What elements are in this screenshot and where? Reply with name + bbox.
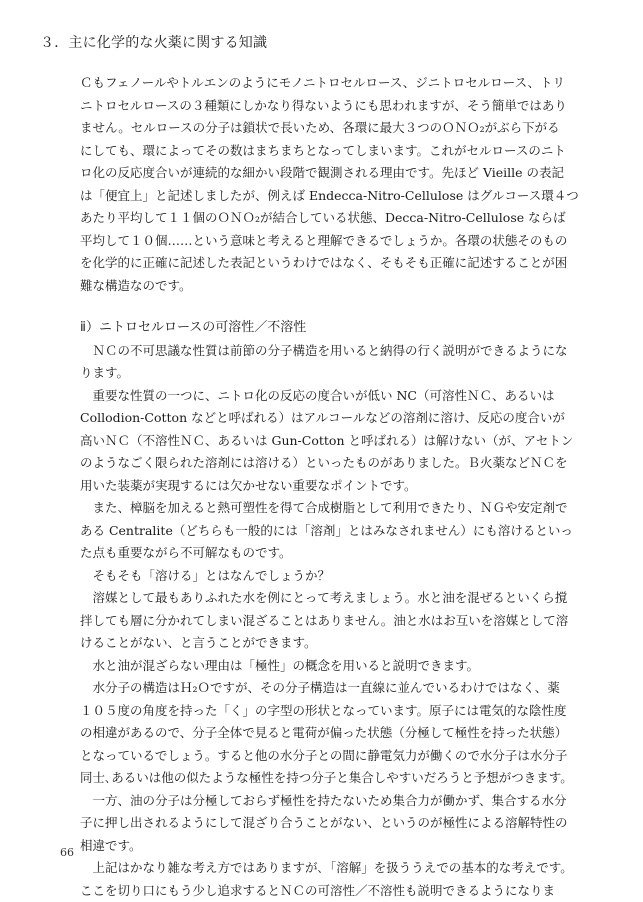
paragraph-line: 平均して１０個……という意味と考えると理解できるでしょうか。各環の状態そのもの xyxy=(80,230,560,253)
paragraph xyxy=(80,385,560,498)
paragraph xyxy=(80,587,560,655)
paragraph-line: 水分子の構造はＨ₂Ｏですが、その分子構造は一直線に並んでいるわけではなく、薬 xyxy=(80,677,560,700)
paragraph-line: ある Centralite（どちらも一般的には「溶剤」とはみなされません）にも溶けるといっ xyxy=(80,520,560,543)
paragraph-line: 一方、油の分子は分極しておらず極性を持たないため集合力が働かず、集合する水分 xyxy=(80,790,560,813)
paragraph-line: 上記はかなり雑な考え方ではありますが､「溶解」を扱ううえでの基本的な考えです。 xyxy=(80,857,560,880)
paragraph-line: ります。 xyxy=(80,362,560,385)
paragraph-line: そもそも「溶ける」とはなんでしょうか？ xyxy=(80,565,560,588)
paragraph-line: た点も重要ながら不可解なものです。 xyxy=(80,542,560,565)
paragraph-line: ニトロセルロースの３種類にしかなり得ないようにも思われますが、そう簡単ではあり xyxy=(80,95,560,118)
paragraph xyxy=(80,655,560,678)
paragraph-line: あたり平均して１１個のＯＮＯ₂が結合している状態、Decca-Nitro-Cellulose ならば xyxy=(80,207,560,230)
body-text xyxy=(80,72,560,902)
subsection-heading: ⅱ）ニトロセルロースの可溶性／不溶性 xyxy=(80,317,560,340)
paragraph-line: を化学的に正確に記述した表記というわけではなく、そもそも正確に記述することが困 xyxy=(80,252,560,275)
paragraph-line: は「便宜上」と記述しましたが、例えば Endecca-Nitro-Cellulose はグルコース環４つ xyxy=(80,185,560,208)
intro-paragraph xyxy=(80,72,560,297)
paragraph xyxy=(80,340,560,385)
paragraph-line: ません。セルロースの分子は鎖状で長いため、各環に最大３つのＯＮＯ₂がぶら下がる xyxy=(80,117,560,140)
section-spacer xyxy=(80,297,560,317)
paragraph-line: ロ化の反応度合いが連続的な細かい段階で観測される理由です。先ほど Vieille の表記 xyxy=(80,162,560,185)
paragraph xyxy=(80,857,560,902)
paragraph-line: 相違です。 xyxy=(80,835,560,858)
paragraph-line: となっているでしょう。すると他の水分子との間に静電気力が働くので水分子は水分子 xyxy=(80,745,560,768)
paragraph xyxy=(80,790,560,858)
paragraph-line: Ｃもフェノールやトルエンのようにモノニトロセルロース、ジニトロセルロース、トリ xyxy=(80,72,560,95)
paragraph-line: 拌しても層に分かれてしまい混ざることはありません。油と水はお互いを溶媒として溶 xyxy=(80,610,560,633)
page-number: 66 xyxy=(60,846,74,859)
section-header-title: ３．主に化学的な火薬に関する知識 xyxy=(40,32,267,52)
paragraph-line: Collodion-Cotton などと呼ばれる）はアルコールなどの溶剤に溶け、反応の度合いが xyxy=(80,407,560,430)
paragraph-line: 同士､あるいは他の似たような極性を持つ分子と集合しやすいだろうと予想がつきます。 xyxy=(80,767,560,790)
paragraph-line: 高いＮＣ（不溶性ＮＣ、あるいは Gun-Cotton と呼ばれる）は解けない（が、アセトン xyxy=(80,430,560,453)
paragraph-line: けることがない、と言うことができます。 xyxy=(80,632,560,655)
paragraph-line: の相違があるので、分子全体で見ると電荷が偏った状態（分極して極性を持った状態） xyxy=(80,722,560,745)
paragraph-line: にしても、環によってその数はまちまちとなってしまいます。これがセルロースのニト xyxy=(80,140,560,163)
paragraph-line: 用いた装薬が実現するには欠かせない重要なポイントです。 xyxy=(80,475,560,498)
paragraph xyxy=(80,677,560,790)
paragraph-line: 水と油が混ざらない理由は「極性」の概念を用いると説明できます。 xyxy=(80,655,560,678)
paragraph-line: ＮＣの不可思議な性質は前節の分子構造を用いると納得の行く説明ができるようにな xyxy=(80,340,560,363)
paragraph-line: のようなごく限られた溶剤には溶ける）といったものがありました。Ｂ火薬などＮＣを xyxy=(80,452,560,475)
paragraph-line: 溶媒として最もありふれた水を例にとって考えましょう。水と油を混ぜるといくら撹 xyxy=(80,587,560,610)
paragraph xyxy=(80,497,560,565)
paragraph xyxy=(80,565,560,588)
paragraph-line: また、樟脳を加えると熱可塑性を得て合成樹脂として利用できたり、ＮＧや安定剤で xyxy=(80,497,560,520)
paragraph-line: 重要な性質の一つに、ニトロ化の反応の度合いが低い NC（可溶性ＮＣ、あるいは xyxy=(80,385,560,408)
paragraph-line: ここを切り口にもう少し追求するとＮＣの可溶性／不溶性も説明できるようになりま xyxy=(80,880,560,902)
paragraph-line: １０５度の角度を持った「く」の字型の形状となっています。原子には電気的な陰性度 xyxy=(80,700,560,723)
paragraph-line: 子に押し出されるようにして混ざり合うことがない、というのが極性による溶解特性の xyxy=(80,812,560,835)
paragraph-line: 難な構造なのです。 xyxy=(80,275,560,298)
